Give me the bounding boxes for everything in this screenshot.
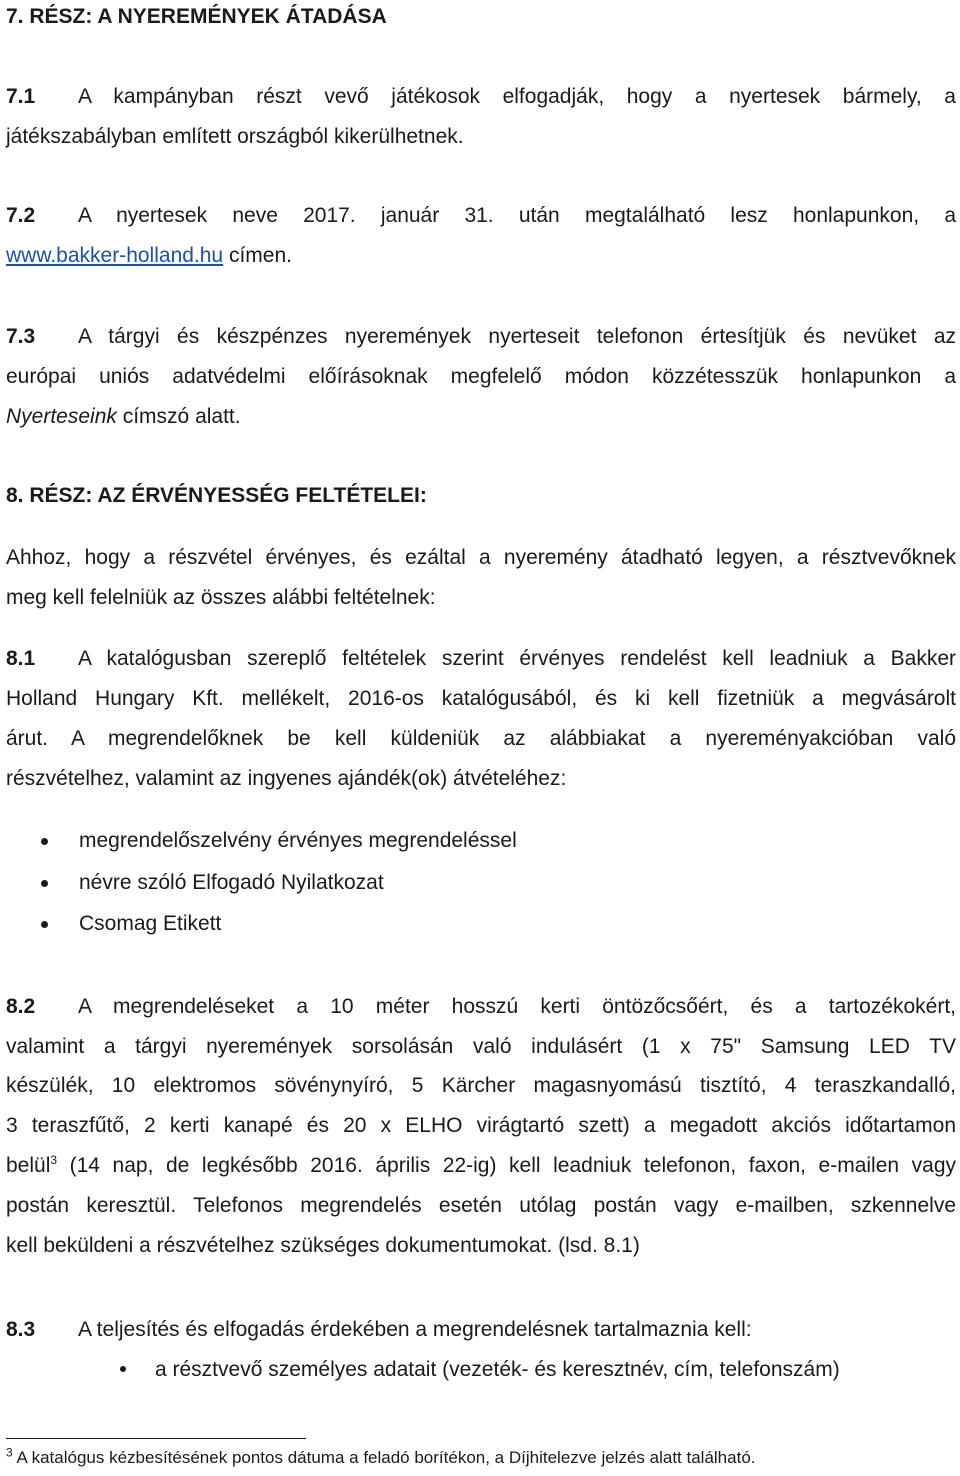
list-item: megrendelőszelvény érvényes megrendeléssel — [79, 829, 517, 852]
footnote-reference: 3 — [50, 1153, 58, 1167]
paragraph-text: címszó alatt. — [116, 405, 241, 428]
paragraph-7-3-line-3 — [6, 397, 241, 437]
paragraph-number: 7.3 — [6, 325, 36, 348]
bullet-icon — [120, 1366, 126, 1372]
paragraph-8-1-line-3: árut. A megrendelőknek be kell küldeniük az alábbiakat a nyereményakcióban való — [6, 727, 956, 750]
paragraph-8-2-line-4: 3 teraszfűtő, 2 kerti kanapé és 20 x ELHO virágtartó szett) a megadott akciós időtartamon — [6, 1114, 956, 1137]
paragraph-8-1-line-4: részvételhez, valamint az ingyenes ajándék(ok) átvételéhez: — [6, 767, 567, 790]
paragraph-text: A kampányban részt vevő játékosok elfogadják, hogy a nyertesek bármely, a — [78, 85, 956, 108]
paragraph-8-2-line-6: postán keresztül. Telefonos megrendelés esetén utólag postán vagy e-mailben, szkennelve — [6, 1194, 956, 1217]
bullet-icon — [41, 838, 48, 845]
paragraph-number: 7.2 — [6, 204, 36, 227]
paragraph-number: 7.1 — [6, 85, 36, 108]
paragraph-7-2-line-1 — [6, 196, 956, 236]
paragraph-8-2-line-1 — [6, 987, 956, 1027]
section-8-intro-line-1: Ahhoz, hogy a részvétel érvényes, és ezáltal a nyeremény átadható legyen, a résztvevőknek — [6, 546, 956, 569]
paragraph-8-2-line-5 — [6, 1146, 956, 1186]
section-7-heading: 7. RÉSZ: A NYEREMÉNYEK ÁTADÁSA — [6, 5, 387, 28]
paragraph-7-3-line-2: európai uniós adatvédelmi előírásoknak megfelelő módon közzétesszük honlapunkon a — [6, 365, 956, 388]
paragraph-number: 8.3 — [6, 1318, 36, 1341]
paragraph-text: (14 nap, de legkésőbb 2016. április 22-ig) kell leadniuk telefonon, faxon, e-mailen vagy — [57, 1154, 956, 1177]
bullet-icon — [41, 921, 48, 928]
list-item: névre szóló Elfogadó Nyilatkozat — [79, 871, 384, 894]
paragraph-text: A tárgyi és készpénzes nyeremények nyerteseit telefonon értesítjük és nevüket az — [78, 325, 956, 348]
paragraph-8-2-line-7: kell beküldeni a részvételhez szükséges dokumentumokat. (lsd. 8.1) — [6, 1234, 640, 1257]
emphasis-text: Nyerteseink — [6, 405, 117, 428]
paragraph-number: 8.2 — [6, 995, 36, 1018]
website-link[interactable]: www.bakker-holland.hu — [6, 244, 224, 267]
bullet-icon — [41, 880, 48, 887]
paragraph-8-2-line-2: valamint a tárgyi nyeremények sorsolásán való indulásért (1 x 75" Samsung LED TV — [6, 1035, 956, 1058]
paragraph-7-1-line-1 — [6, 77, 956, 117]
footnote-mark: 3 — [6, 1445, 13, 1460]
paragraph-8-2-line-3: készülék, 10 elektromos sövénynyíró, 5 Kärcher magasnyomású tisztító, 4 teraszkandalló, — [6, 1074, 956, 1097]
paragraph-text: címen. — [223, 244, 292, 267]
list-item: Csomag Etikett — [79, 912, 222, 935]
list-item: a résztvevő személyes adatait (vezeték- és keresztnév, cím, telefonszám) — [155, 1358, 840, 1381]
paragraph-text: A teljesítés és elfogadás érdekében a megrendelésnek tartalmaznia kell: — [78, 1318, 752, 1341]
section-8-heading: 8. RÉSZ: AZ ÉRVÉNYESSÉG FELTÉTELEI: — [6, 484, 427, 507]
paragraph-text: A katalógusban szereplő feltételek szerint érvényes rendelést kell leadniuk a Bakker — [78, 647, 956, 670]
footnote — [6, 1446, 756, 1470]
paragraph-text: A megrendeléseket a 10 méter hosszú kerti öntözőcsőért, és a tartozékokért, — [78, 995, 956, 1018]
footnote-text: A katalógus kézbesítésének pontos dátuma a feladó borítékon, a Díjhitelezve jelzés alatt található. — [12, 1448, 756, 1467]
paragraph-number: 8.1 — [6, 647, 36, 670]
paragraph-7-2-line-2 — [6, 236, 292, 276]
paragraph-8-1-line-1 — [6, 639, 956, 679]
paragraph-text: A nyertesek neve 2017. január 31. után megtalálható lesz honlapunkon, a — [78, 204, 956, 227]
paragraph-8-3-line-1 — [6, 1310, 752, 1350]
paragraph-text: belül — [6, 1154, 51, 1177]
section-8-intro-line-2: meg kell felelniük az összes alábbi feltételnek: — [6, 586, 436, 609]
footnote-divider — [6, 1438, 306, 1439]
paragraph-8-1-line-2: Holland Hungary Kft. mellékelt, 2016-os katalógusából, és ki kell fizetniük a megvásárolt — [6, 687, 956, 710]
paragraph-7-1-line-2: játékszabályban említett országból kikerülhetnek. — [6, 125, 464, 148]
paragraph-7-3-line-1 — [6, 317, 956, 357]
